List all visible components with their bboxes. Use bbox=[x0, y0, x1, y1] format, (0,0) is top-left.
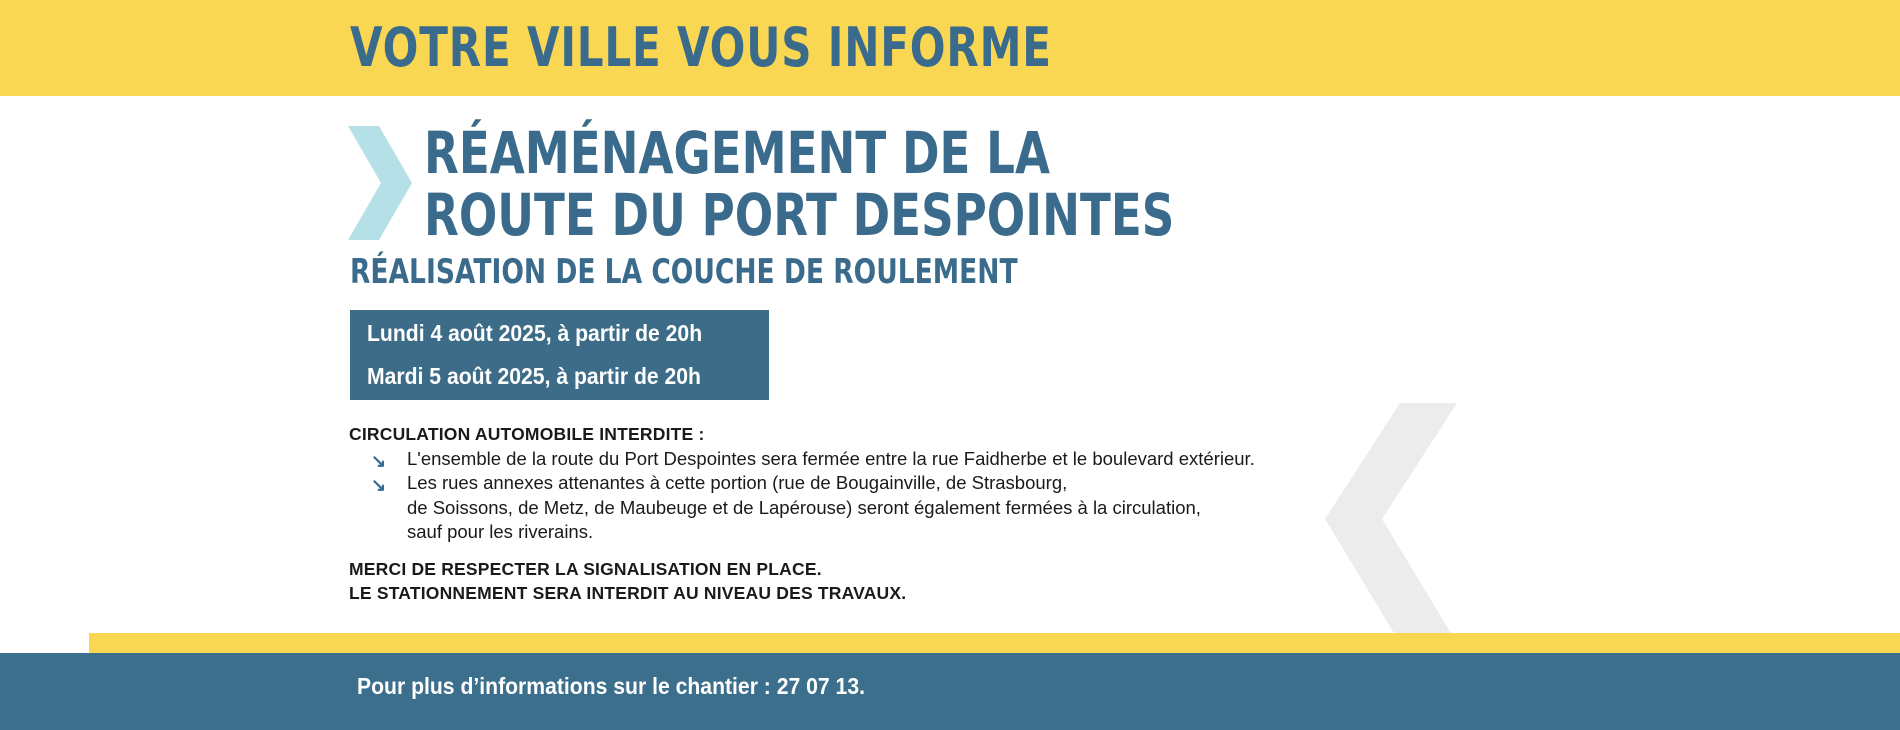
top-band bbox=[0, 0, 1900, 96]
yellow-strip bbox=[89, 633, 1900, 655]
chevron-right-icon bbox=[348, 126, 412, 240]
notice-stationnement: LE STATIONNEMENT SERA INTERDIT AU NIVEAU DES TRAVAUX. bbox=[349, 583, 907, 603]
bullet-text-line: de Soissons, de Metz, de Maubeuge et de Lapérouse) seront également fermées à la circulation, bbox=[407, 496, 1201, 518]
body-text bbox=[349, 422, 1255, 606]
arrow-down-right-icon: ↘ bbox=[371, 475, 387, 495]
headline-line-1: RÉAMÉNAGEMENT DE LA bbox=[424, 119, 1051, 187]
arrow-down-right-icon: ↘ bbox=[371, 450, 387, 471]
top-title: VOTRE VILLE VOUS INFORME bbox=[350, 16, 1052, 79]
headline-line-2: ROUTE DU PORT DESPOINTES bbox=[424, 181, 1175, 249]
subheadline: RÉALISATION DE LA COUCHE DE ROULEMENT bbox=[350, 252, 1018, 292]
bullet-text-line: sauf pour les riverains. bbox=[407, 521, 594, 542]
date-line-2: Mardi 5 août 2025, à partir de 20h bbox=[367, 363, 701, 389]
dates-box bbox=[350, 310, 769, 400]
footer-band bbox=[0, 653, 1900, 730]
bullet-item bbox=[349, 471, 1255, 545]
circulation-label: CIRCULATION AUTOMOBILE INTERDITE : bbox=[349, 424, 705, 444]
bullet-text-line: Les rues annexes attenantes à cette portion (rue de Bougainville, de Strasbourg, bbox=[407, 472, 1068, 493]
chevron-left-icon bbox=[1325, 403, 1457, 643]
headline bbox=[424, 119, 1175, 249]
footer-contact: Pour plus d’informations sur le chantier : 27 07 13. bbox=[357, 673, 865, 699]
date-line-1: Lundi 4 août 2025, à partir de 20h bbox=[367, 320, 703, 346]
notice-signalisation: MERCI DE RESPECTER LA SIGNALISATION EN PLACE. bbox=[349, 558, 822, 579]
bullet-item bbox=[349, 447, 1255, 472]
bullet-text-line: L'ensemble de la route du Port Despointes sera fermée entre la rue Faidherbe et le boulevard extérieur. bbox=[407, 447, 1255, 469]
